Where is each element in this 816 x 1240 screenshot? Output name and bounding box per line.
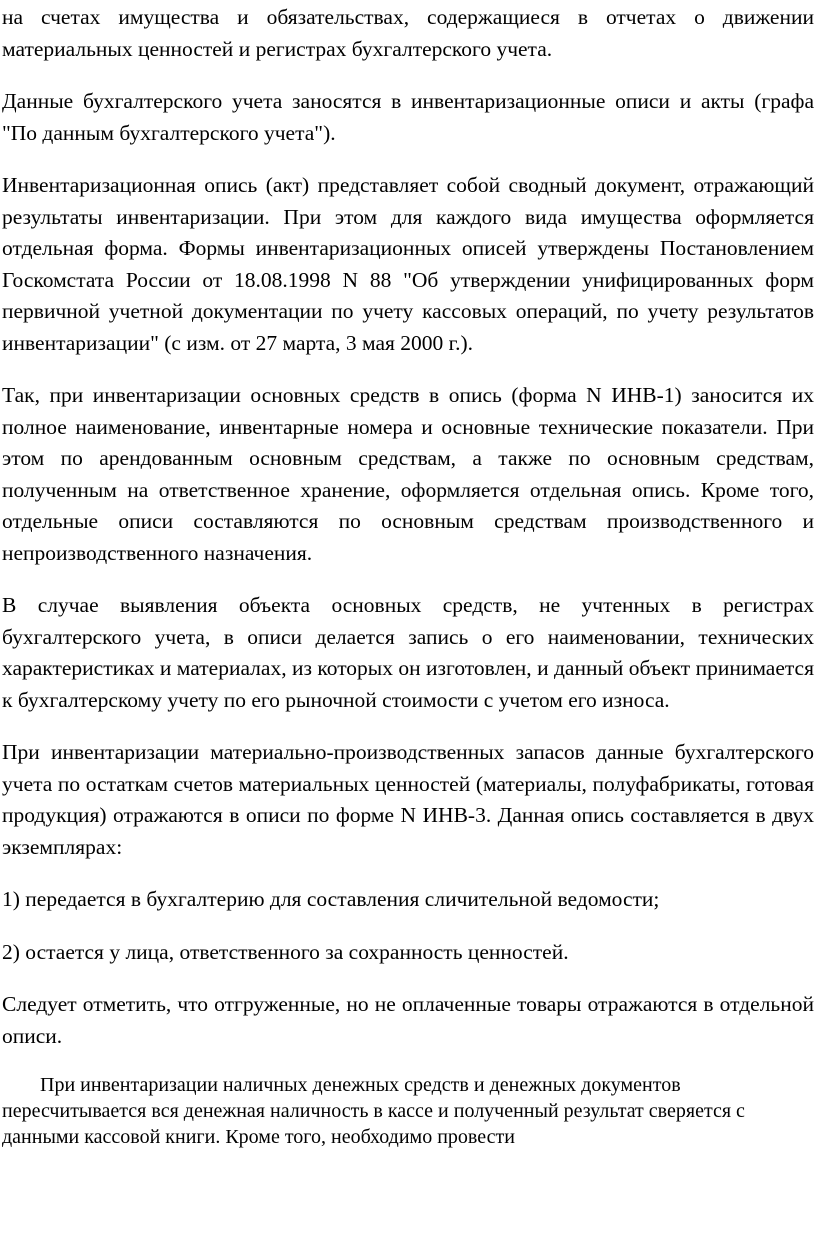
paragraph-9: Следует отметить, что отгруженные, но не оплаченные товары отражаются в отдельной описи. [2,992,814,1048]
paragraph-1: на счетах имущества и обязательствах, содержащиеся в отчетах о движении материальных ценностей и регистрах бухгалтерского учета. [2,5,814,61]
paragraph-8: 2) остается у лица, ответственного за сохранность ценностей. [2,939,569,964]
paragraph-7: 1) передается в бухгалтерию для составления сличительной ведомости; [2,887,660,911]
paragraph-6: При инвентаризации материально-производственных запасов данные бухгалтерского учета по остаткам счетов материальных ценностей (материалы, полуфабрикаты, готовая продукция) отражаются в описи по форме N ИНВ-3. Данная опись составляется в двух экземплярах: [2,740,814,859]
paragraph-5: В случае выявления объекта основных средств, не учтенных в регистрах бухгалтерского учета, в описи делается запись о его наименовании, технических характеристиках и материалах, из которых он изготовлен, и данный объект принимается к бухгалтерскому учету по его рыночной стоимости с учетом его износа. [2,593,814,712]
paragraph-2: Данные бухгалтерского учета заносятся в инвентаризационные описи и акты (графа "По данным бухгалтерского учета"). [2,89,814,145]
paragraph-3: Инвентаризационная опись (акт) представляет собой сводный документ, отражающий результаты инвентаризации. При этом для каждого вида имущества оформляется отдельная форма. Формы инвентаризационных описей утверждены Постановлением Госкомстата России от 18.08.1998 N 88 "Об утверждении унифицированных форм первичной учетной документации по учету кассовых операций, по учету результатов инвентаризации" (с изм. от 27 марта, 3 мая 2000 г.). [2,173,814,355]
paragraph-4: Так, при инвентаризации основных средств в опись (форма N ИНВ-1) заносится их полное наименование, инвентарные номера и основные технические показатели. При этом по арендованным основным средствам, а также по основным средствам, полученным на ответственное хранение, оформляется отдельная опись. Кроме того, отдельные описи составляются по основным средствам производственного и непроизводственного назначения. [2,383,814,565]
paragraph-10: При инвентаризации наличных денежных средств и денежных документов пересчитывается вся денежная наличность в кассе и полученный результат сверяется с данными кассовой книги. Кроме того, необходимо провести [2,1074,745,1148]
